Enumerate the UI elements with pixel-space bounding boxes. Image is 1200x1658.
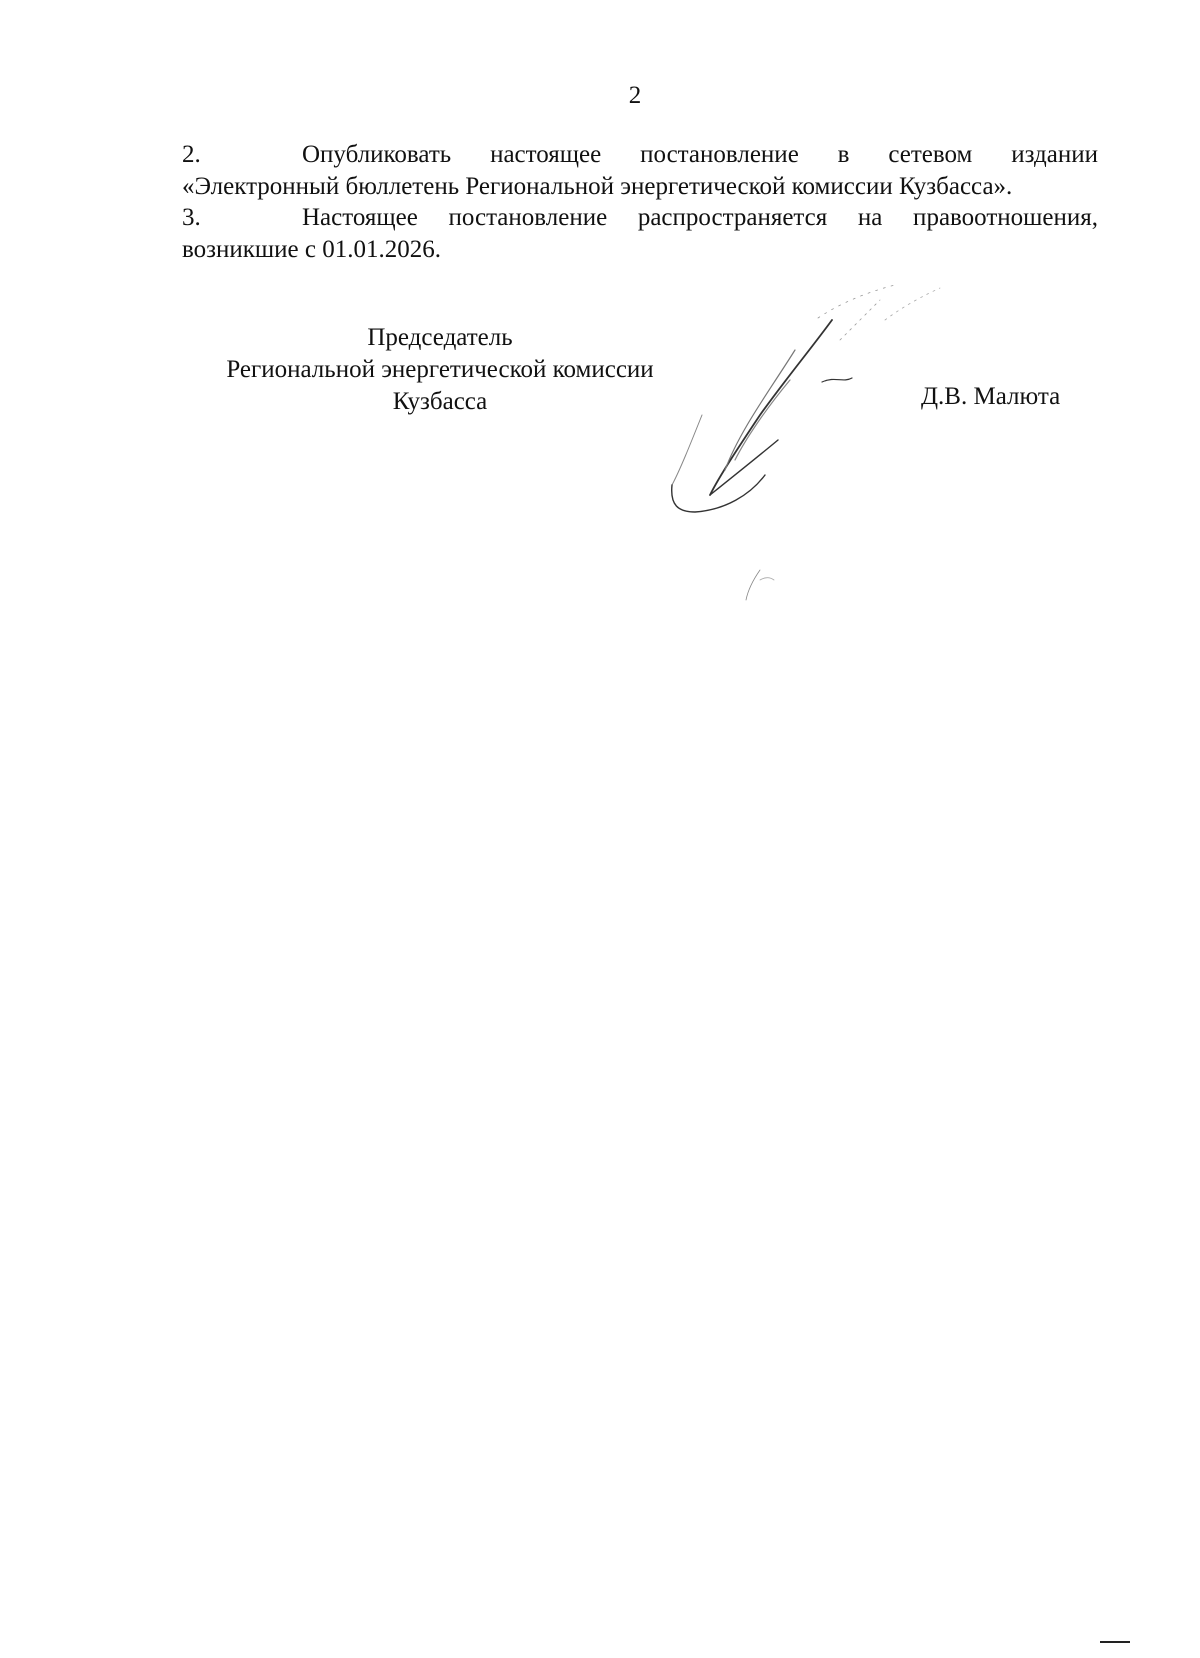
item-text-rest: возникшие с 01.01.2026. [182,236,441,263]
signer-position-line-3: Кузбасса [392,388,488,415]
paragraph-item-3 [182,202,1098,266]
item-number: 3. [182,204,201,231]
handwritten-signature [640,280,980,640]
paragraph-item-2 [182,139,1098,203]
item-text-first-line: Настоящее постановление распространяется на правоотношения, [302,204,1098,231]
item-text-first-line: Опубликовать настоящее постановление в сетевом издании [302,141,1098,168]
signer-position-line-2: Региональной энергетической комиссии [226,356,654,383]
bottom-dash-mark [1100,1641,1130,1643]
item-text-rest: «Электронный бюллетень Региональной энергетической комиссии Кузбасса». [182,173,1013,200]
item-number: 2. [182,141,201,168]
signer-name: Д.В. Малюта [921,383,1061,410]
signer-position-line-1: Председатель [367,324,513,351]
signer-position [205,322,675,418]
page-number: 2 [628,82,642,109]
